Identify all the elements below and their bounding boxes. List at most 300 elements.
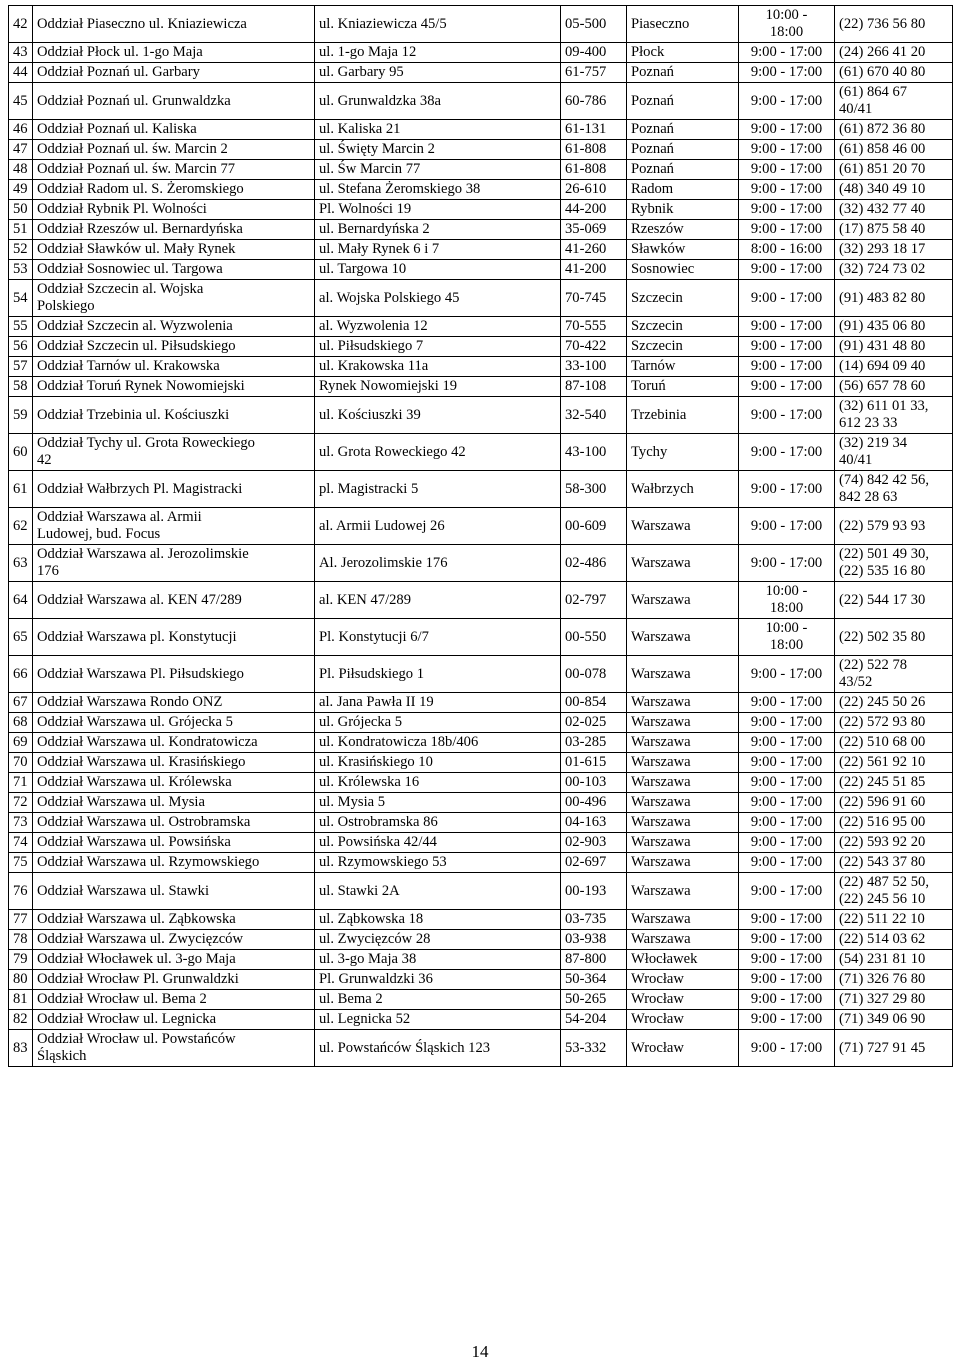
opening-hours: 9:00 - 17:00 bbox=[739, 434, 835, 471]
city: Warszawa bbox=[627, 833, 739, 853]
postal-code: 87-800 bbox=[561, 950, 627, 970]
table-row bbox=[9, 873, 953, 910]
opening-hours: 9:00 - 17:00 bbox=[739, 545, 835, 582]
row-number: 60 bbox=[9, 434, 33, 471]
city: Poznań bbox=[627, 83, 739, 120]
street-address: Pl. Konstytucji 6/7 bbox=[315, 619, 561, 656]
postal-code: 41-260 bbox=[561, 240, 627, 260]
row-number: 46 bbox=[9, 120, 33, 140]
row-number: 70 bbox=[9, 753, 33, 773]
opening-hours: 9:00 - 17:00 bbox=[739, 280, 835, 317]
phone-number: (71) 326 76 80 bbox=[835, 970, 953, 990]
phone-number: (71) 727 91 45 bbox=[835, 1030, 953, 1067]
branch-name: Oddział Warszawa ul. Rzymowskiego bbox=[33, 853, 315, 873]
postal-code: 60-786 bbox=[561, 83, 627, 120]
branch-name: Oddział Tarnów ul. Krakowska bbox=[33, 357, 315, 377]
postal-code: 09-400 bbox=[561, 43, 627, 63]
postal-code: 61-808 bbox=[561, 160, 627, 180]
row-number: 64 bbox=[9, 582, 33, 619]
street-address: pl. Magistracki 5 bbox=[315, 471, 561, 508]
row-number: 59 bbox=[9, 397, 33, 434]
branch-name: Oddział Szczecin al. Wyzwolenia bbox=[33, 317, 315, 337]
row-number: 74 bbox=[9, 833, 33, 853]
branch-name: Oddział Wrocław ul. Bema 2 bbox=[33, 990, 315, 1010]
street-address: ul. Krakowska 11a bbox=[315, 357, 561, 377]
city: Warszawa bbox=[627, 733, 739, 753]
city: Poznań bbox=[627, 63, 739, 83]
phone-number: (61) 858 46 00 bbox=[835, 140, 953, 160]
branch-name: Oddział Wrocław ul. Powstańców Śląskich bbox=[33, 1030, 315, 1067]
phone-number: (32) 724 73 02 bbox=[835, 260, 953, 280]
postal-code: 03-285 bbox=[561, 733, 627, 753]
city: Warszawa bbox=[627, 930, 739, 950]
street-address: ul. Ząbkowska 18 bbox=[315, 910, 561, 930]
phone-number: (71) 349 06 90 bbox=[835, 1010, 953, 1030]
phone-number: (22) 514 03 62 bbox=[835, 930, 953, 950]
phone-number: (22) 510 68 00 bbox=[835, 733, 953, 753]
branch-name: Oddział Poznań ul. św. Marcin 2 bbox=[33, 140, 315, 160]
opening-hours: 9:00 - 17:00 bbox=[739, 337, 835, 357]
row-number: 66 bbox=[9, 656, 33, 693]
table-row bbox=[9, 220, 953, 240]
phone-number: (22) 487 52 50, (22) 245 56 10 bbox=[835, 873, 953, 910]
postal-code: 00-103 bbox=[561, 773, 627, 793]
city: Włocławek bbox=[627, 950, 739, 970]
opening-hours: 9:00 - 17:00 bbox=[739, 950, 835, 970]
street-address: ul. Kondratowicza 18b/406 bbox=[315, 733, 561, 753]
phone-number: (22) 544 17 30 bbox=[835, 582, 953, 619]
branch-name: Oddział Warszawa al. Jerozolimskie 176 bbox=[33, 545, 315, 582]
city: Rzeszów bbox=[627, 220, 739, 240]
postal-code: 61-131 bbox=[561, 120, 627, 140]
table-row bbox=[9, 200, 953, 220]
street-address: Pl. Wolności 19 bbox=[315, 200, 561, 220]
street-address: ul. Powstańców Śląskich 123 bbox=[315, 1030, 561, 1067]
row-number: 81 bbox=[9, 990, 33, 1010]
city: Warszawa bbox=[627, 793, 739, 813]
table-row bbox=[9, 260, 953, 280]
table-row bbox=[9, 853, 953, 873]
table-row bbox=[9, 950, 953, 970]
branch-name: Oddział Poznań ul. Grunwaldzka bbox=[33, 83, 315, 120]
table-row bbox=[9, 545, 953, 582]
table-row bbox=[9, 508, 953, 545]
city: Poznań bbox=[627, 140, 739, 160]
city: Szczecin bbox=[627, 337, 739, 357]
city: Toruń bbox=[627, 377, 739, 397]
postal-code: 02-797 bbox=[561, 582, 627, 619]
opening-hours: 9:00 - 17:00 bbox=[739, 140, 835, 160]
branch-name: Oddział Warszawa ul. Ostrobramska bbox=[33, 813, 315, 833]
branch-name: Oddział Warszawa ul. Zwycięzców bbox=[33, 930, 315, 950]
table-row bbox=[9, 317, 953, 337]
street-address: ul. Garbary 95 bbox=[315, 63, 561, 83]
table-row bbox=[9, 6, 953, 43]
opening-hours: 9:00 - 17:00 bbox=[739, 83, 835, 120]
postal-code: 61-808 bbox=[561, 140, 627, 160]
postal-code: 01-615 bbox=[561, 753, 627, 773]
city: Poznań bbox=[627, 120, 739, 140]
table-row bbox=[9, 582, 953, 619]
postal-code: 02-903 bbox=[561, 833, 627, 853]
phone-number: (22) 561 92 10 bbox=[835, 753, 953, 773]
table-row bbox=[9, 180, 953, 200]
street-address: ul. Bernardyńska 2 bbox=[315, 220, 561, 240]
opening-hours: 9:00 - 17:00 bbox=[739, 853, 835, 873]
street-address: ul. Bema 2 bbox=[315, 990, 561, 1010]
opening-hours: 9:00 - 17:00 bbox=[739, 813, 835, 833]
city: Poznań bbox=[627, 160, 739, 180]
street-address: ul. Kościuszki 39 bbox=[315, 397, 561, 434]
page-number: 14 bbox=[471, 1342, 489, 1361]
phone-number: (61) 872 36 80 bbox=[835, 120, 953, 140]
row-number: 76 bbox=[9, 873, 33, 910]
row-number: 47 bbox=[9, 140, 33, 160]
phone-number: (61) 670 40 80 bbox=[835, 63, 953, 83]
postal-code: 43-100 bbox=[561, 434, 627, 471]
row-number: 49 bbox=[9, 180, 33, 200]
row-number: 48 bbox=[9, 160, 33, 180]
phone-number: (22) 511 22 10 bbox=[835, 910, 953, 930]
postal-code: 05-500 bbox=[561, 6, 627, 43]
opening-hours: 9:00 - 17:00 bbox=[739, 471, 835, 508]
city: Warszawa bbox=[627, 910, 739, 930]
postal-code: 02-697 bbox=[561, 853, 627, 873]
opening-hours: 9:00 - 17:00 bbox=[739, 220, 835, 240]
street-address: ul. Kniaziewicza 45/5 bbox=[315, 6, 561, 43]
phone-number: (22) 579 93 93 bbox=[835, 508, 953, 545]
street-address: Al. Jerozolimskie 176 bbox=[315, 545, 561, 582]
phone-number: (32) 611 01 33, 612 23 33 bbox=[835, 397, 953, 434]
city: Warszawa bbox=[627, 713, 739, 733]
table-row bbox=[9, 357, 953, 377]
row-number: 61 bbox=[9, 471, 33, 508]
row-number: 82 bbox=[9, 1010, 33, 1030]
branch-name: Oddział Tychy ul. Grota Roweckiego 42 bbox=[33, 434, 315, 471]
street-address: al. KEN 47/289 bbox=[315, 582, 561, 619]
postal-code: 70-555 bbox=[561, 317, 627, 337]
postal-code: 53-332 bbox=[561, 1030, 627, 1067]
street-address: al. Armii Ludowej 26 bbox=[315, 508, 561, 545]
postal-code: 26-610 bbox=[561, 180, 627, 200]
phone-number: (61) 851 20 70 bbox=[835, 160, 953, 180]
phone-number: (56) 657 78 60 bbox=[835, 377, 953, 397]
street-address: ul. Rzymowskiego 53 bbox=[315, 853, 561, 873]
row-number: 52 bbox=[9, 240, 33, 260]
opening-hours: 9:00 - 17:00 bbox=[739, 63, 835, 83]
opening-hours: 9:00 - 17:00 bbox=[739, 200, 835, 220]
phone-number: (71) 327 29 80 bbox=[835, 990, 953, 1010]
row-number: 80 bbox=[9, 970, 33, 990]
phone-number: (32) 293 18 17 bbox=[835, 240, 953, 260]
table-row bbox=[9, 990, 953, 1010]
table-row bbox=[9, 813, 953, 833]
postal-code: 03-938 bbox=[561, 930, 627, 950]
street-address: ul. Kaliska 21 bbox=[315, 120, 561, 140]
opening-hours: 10:00 - 18:00 bbox=[739, 619, 835, 656]
table-row bbox=[9, 930, 953, 950]
city: Rybnik bbox=[627, 200, 739, 220]
table-row bbox=[9, 280, 953, 317]
postal-code: 03-735 bbox=[561, 910, 627, 930]
postal-code: 33-100 bbox=[561, 357, 627, 377]
row-number: 45 bbox=[9, 83, 33, 120]
opening-hours: 9:00 - 17:00 bbox=[739, 1030, 835, 1067]
postal-code: 00-078 bbox=[561, 656, 627, 693]
city: Warszawa bbox=[627, 582, 739, 619]
opening-hours: 9:00 - 17:00 bbox=[739, 1010, 835, 1030]
row-number: 54 bbox=[9, 280, 33, 317]
table-row bbox=[9, 656, 953, 693]
opening-hours: 9:00 - 17:00 bbox=[739, 120, 835, 140]
opening-hours: 9:00 - 17:00 bbox=[739, 910, 835, 930]
row-number: 56 bbox=[9, 337, 33, 357]
row-number: 58 bbox=[9, 377, 33, 397]
branches-table bbox=[8, 5, 953, 1067]
table-row bbox=[9, 240, 953, 260]
branch-name: Oddział Sławków ul. Mały Rynek bbox=[33, 240, 315, 260]
postal-code: 70-745 bbox=[561, 280, 627, 317]
branch-name: Oddział Szczecin al. Wojska Polskiego bbox=[33, 280, 315, 317]
branch-name: Oddział Warszawa pl. Konstytucji bbox=[33, 619, 315, 656]
opening-hours: 9:00 - 17:00 bbox=[739, 377, 835, 397]
postal-code: 50-364 bbox=[561, 970, 627, 990]
opening-hours: 9:00 - 17:00 bbox=[739, 397, 835, 434]
street-address: ul. Stefana Żeromskiego 38 bbox=[315, 180, 561, 200]
branch-name: Oddział Warszawa Pl. Piłsudskiego bbox=[33, 656, 315, 693]
postal-code: 00-854 bbox=[561, 693, 627, 713]
branch-name: Oddział Warszawa al. Armii Ludowej, bud. Focus bbox=[33, 508, 315, 545]
city: Piaseczno bbox=[627, 6, 739, 43]
phone-number: (22) 593 92 20 bbox=[835, 833, 953, 853]
city: Trzebinia bbox=[627, 397, 739, 434]
row-number: 73 bbox=[9, 813, 33, 833]
opening-hours: 9:00 - 17:00 bbox=[739, 317, 835, 337]
street-address: ul. Piłsudskiego 7 bbox=[315, 337, 561, 357]
table-row bbox=[9, 160, 953, 180]
street-address: ul. 3-go Maja 38 bbox=[315, 950, 561, 970]
phone-number: (22) 543 37 80 bbox=[835, 853, 953, 873]
city: Wrocław bbox=[627, 970, 739, 990]
branch-name: Oddział Warszawa al. KEN 47/289 bbox=[33, 582, 315, 619]
opening-hours: 9:00 - 17:00 bbox=[739, 508, 835, 545]
phone-number: (61) 864 67 40/41 bbox=[835, 83, 953, 120]
branch-name: Oddział Płock ul. 1-go Maja bbox=[33, 43, 315, 63]
phone-number: (91) 483 82 80 bbox=[835, 280, 953, 317]
street-address: ul. Mysia 5 bbox=[315, 793, 561, 813]
street-address: ul. Zwycięzców 28 bbox=[315, 930, 561, 950]
opening-hours: 9:00 - 17:00 bbox=[739, 160, 835, 180]
opening-hours: 9:00 - 17:00 bbox=[739, 656, 835, 693]
opening-hours: 9:00 - 17:00 bbox=[739, 753, 835, 773]
row-number: 53 bbox=[9, 260, 33, 280]
postal-code: 00-193 bbox=[561, 873, 627, 910]
street-address: ul. Legnicka 52 bbox=[315, 1010, 561, 1030]
branch-name: Oddział Warszawa ul. Krasińskiego bbox=[33, 753, 315, 773]
phone-number: (32) 219 34 40/41 bbox=[835, 434, 953, 471]
city: Warszawa bbox=[627, 693, 739, 713]
branch-name: Oddział Wrocław ul. Legnicka bbox=[33, 1010, 315, 1030]
street-address: Pl. Grunwaldzki 36 bbox=[315, 970, 561, 990]
row-number: 50 bbox=[9, 200, 33, 220]
city: Wrocław bbox=[627, 1010, 739, 1030]
city: Warszawa bbox=[627, 813, 739, 833]
opening-hours: 9:00 - 17:00 bbox=[739, 43, 835, 63]
phone-number: (22) 522 78 43/52 bbox=[835, 656, 953, 693]
branch-name: Oddział Warszawa ul. Stawki bbox=[33, 873, 315, 910]
postal-code: 02-025 bbox=[561, 713, 627, 733]
branches-table-body bbox=[9, 6, 953, 1067]
row-number: 51 bbox=[9, 220, 33, 240]
city: Szczecin bbox=[627, 280, 739, 317]
table-row bbox=[9, 337, 953, 357]
row-number: 67 bbox=[9, 693, 33, 713]
row-number: 65 bbox=[9, 619, 33, 656]
postal-code: 44-200 bbox=[561, 200, 627, 220]
city: Warszawa bbox=[627, 545, 739, 582]
city: Warszawa bbox=[627, 773, 739, 793]
branch-name: Oddział Piaseczno ul. Kniaziewicza bbox=[33, 6, 315, 43]
phone-number: (22) 501 49 30, (22) 535 16 80 bbox=[835, 545, 953, 582]
opening-hours: 9:00 - 17:00 bbox=[739, 793, 835, 813]
table-row bbox=[9, 1030, 953, 1067]
postal-code: 02-486 bbox=[561, 545, 627, 582]
phone-number: (17) 875 58 40 bbox=[835, 220, 953, 240]
street-address: ul. Św Marcin 77 bbox=[315, 160, 561, 180]
table-row bbox=[9, 970, 953, 990]
opening-hours: 8:00 - 16:00 bbox=[739, 240, 835, 260]
street-address: ul. Grójecka 5 bbox=[315, 713, 561, 733]
row-number: 68 bbox=[9, 713, 33, 733]
street-address: ul. 1-go Maja 12 bbox=[315, 43, 561, 63]
city: Szczecin bbox=[627, 317, 739, 337]
postal-code: 87-108 bbox=[561, 377, 627, 397]
city: Warszawa bbox=[627, 619, 739, 656]
street-address: ul. Królewska 16 bbox=[315, 773, 561, 793]
branch-name: Oddział Szczecin ul. Piłsudskiego bbox=[33, 337, 315, 357]
branch-name: Oddział Rzeszów ul. Bernardyńska bbox=[33, 220, 315, 240]
street-address: ul. Grunwaldzka 38a bbox=[315, 83, 561, 120]
branch-name: Oddział Wałbrzych Pl. Magistracki bbox=[33, 471, 315, 508]
table-row bbox=[9, 773, 953, 793]
opening-hours: 10:00 - 18:00 bbox=[739, 582, 835, 619]
table-row bbox=[9, 83, 953, 120]
phone-number: (91) 435 06 80 bbox=[835, 317, 953, 337]
phone-number: (22) 596 91 60 bbox=[835, 793, 953, 813]
opening-hours: 9:00 - 17:00 bbox=[739, 713, 835, 733]
row-number: 72 bbox=[9, 793, 33, 813]
row-number: 57 bbox=[9, 357, 33, 377]
city: Wrocław bbox=[627, 1030, 739, 1067]
phone-number: (22) 245 50 26 bbox=[835, 693, 953, 713]
postal-code: 70-422 bbox=[561, 337, 627, 357]
postal-code: 00-496 bbox=[561, 793, 627, 813]
phone-number: (22) 245 51 85 bbox=[835, 773, 953, 793]
city: Warszawa bbox=[627, 753, 739, 773]
table-row bbox=[9, 910, 953, 930]
table-row bbox=[9, 140, 953, 160]
phone-number: (32) 432 77 40 bbox=[835, 200, 953, 220]
table-row bbox=[9, 377, 953, 397]
street-address: al. Wojska Polskiego 45 bbox=[315, 280, 561, 317]
branch-name: Oddział Wrocław Pl. Grunwaldzki bbox=[33, 970, 315, 990]
branch-name: Oddział Warszawa ul. Mysia bbox=[33, 793, 315, 813]
table-row bbox=[9, 1010, 953, 1030]
branch-name: Oddział Radom ul. S. Żeromskiego bbox=[33, 180, 315, 200]
street-address: Pl. Piłsudskiego 1 bbox=[315, 656, 561, 693]
opening-hours: 9:00 - 17:00 bbox=[739, 990, 835, 1010]
postal-code: 54-204 bbox=[561, 1010, 627, 1030]
city: Warszawa bbox=[627, 853, 739, 873]
row-number: 83 bbox=[9, 1030, 33, 1067]
table-row bbox=[9, 397, 953, 434]
street-address: Rynek Nowomiejski 19 bbox=[315, 377, 561, 397]
phone-number: (74) 842 42 56, 842 28 63 bbox=[835, 471, 953, 508]
table-row bbox=[9, 43, 953, 63]
phone-number: (91) 431 48 80 bbox=[835, 337, 953, 357]
row-number: 55 bbox=[9, 317, 33, 337]
opening-hours: 9:00 - 17:00 bbox=[739, 733, 835, 753]
street-address: ul. Ostrobramska 86 bbox=[315, 813, 561, 833]
phone-number: (22) 502 35 80 bbox=[835, 619, 953, 656]
city: Wrocław bbox=[627, 990, 739, 1010]
postal-code: 00-550 bbox=[561, 619, 627, 656]
table-row bbox=[9, 833, 953, 853]
street-address: al. Wyzwolenia 12 bbox=[315, 317, 561, 337]
street-address: ul. Stawki 2A bbox=[315, 873, 561, 910]
table-row bbox=[9, 63, 953, 83]
branch-name: Oddział Warszawa Rondo ONZ bbox=[33, 693, 315, 713]
table-row bbox=[9, 793, 953, 813]
row-number: 71 bbox=[9, 773, 33, 793]
table-row bbox=[9, 753, 953, 773]
postal-code: 32-540 bbox=[561, 397, 627, 434]
city: Warszawa bbox=[627, 656, 739, 693]
row-number: 77 bbox=[9, 910, 33, 930]
postal-code: 50-265 bbox=[561, 990, 627, 1010]
branch-name: Oddział Sosnowiec ul. Targowa bbox=[33, 260, 315, 280]
phone-number: (48) 340 49 10 bbox=[835, 180, 953, 200]
row-number: 62 bbox=[9, 508, 33, 545]
opening-hours: 10:00 - 18:00 bbox=[739, 6, 835, 43]
table-row bbox=[9, 693, 953, 713]
opening-hours: 9:00 - 17:00 bbox=[739, 260, 835, 280]
phone-number: (22) 516 95 00 bbox=[835, 813, 953, 833]
postal-code: 61-757 bbox=[561, 63, 627, 83]
postal-code: 00-609 bbox=[561, 508, 627, 545]
phone-number: (14) 694 09 40 bbox=[835, 357, 953, 377]
opening-hours: 9:00 - 17:00 bbox=[739, 180, 835, 200]
branch-name: Oddział Warszawa ul. Powsińska bbox=[33, 833, 315, 853]
table-row bbox=[9, 120, 953, 140]
city: Wałbrzych bbox=[627, 471, 739, 508]
branch-name: Oddział Warszawa ul. Ząbkowska bbox=[33, 910, 315, 930]
branch-name: Oddział Rybnik Pl. Wolności bbox=[33, 200, 315, 220]
opening-hours: 9:00 - 17:00 bbox=[739, 773, 835, 793]
street-address: ul. Grota Roweckiego 42 bbox=[315, 434, 561, 471]
city: Tychy bbox=[627, 434, 739, 471]
table-row bbox=[9, 434, 953, 471]
phone-number: (22) 572 93 80 bbox=[835, 713, 953, 733]
row-number: 75 bbox=[9, 853, 33, 873]
phone-number: (24) 266 41 20 bbox=[835, 43, 953, 63]
branch-name: Oddział Trzebinia ul. Kościuszki bbox=[33, 397, 315, 434]
row-number: 78 bbox=[9, 930, 33, 950]
row-number: 69 bbox=[9, 733, 33, 753]
street-address: ul. Targowa 10 bbox=[315, 260, 561, 280]
postal-code: 41-200 bbox=[561, 260, 627, 280]
postal-code: 35-069 bbox=[561, 220, 627, 240]
